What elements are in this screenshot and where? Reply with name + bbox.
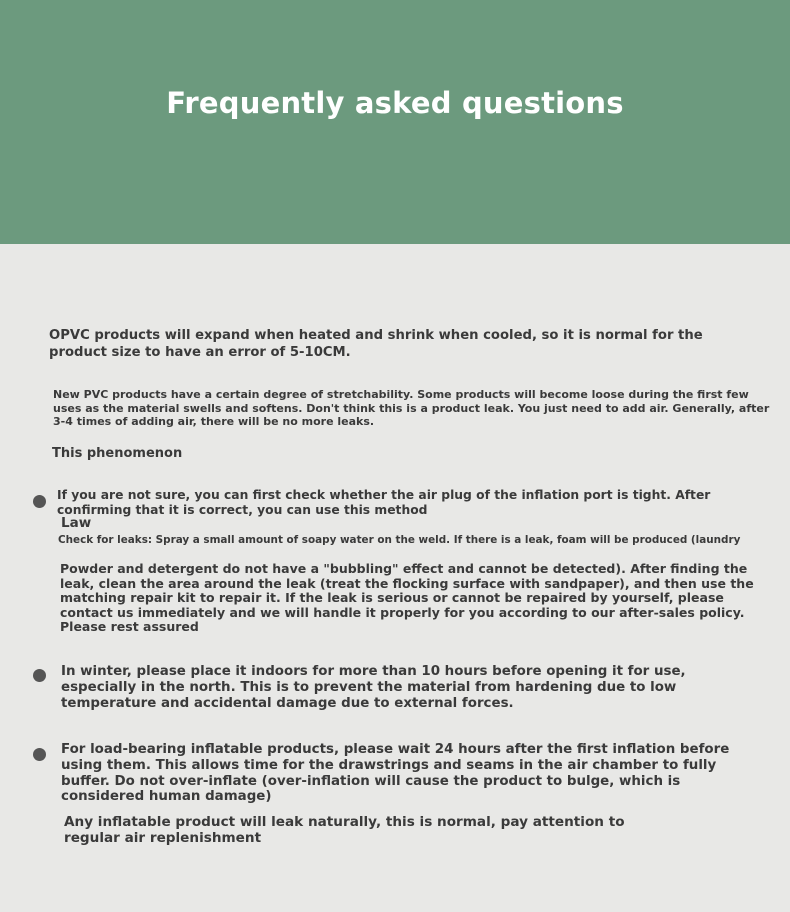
faq-paragraph-stretchability: New PVC products have a certain degree of stretchability. Some products will become loose during the first few uses as the material swells and softens. Don't think this is a product leak. You just need to add air. Generally, after 3-4 times of adding air, there will be no more leaks. xyxy=(53,388,770,428)
bullet-dot-icon xyxy=(33,748,46,761)
faq-content xyxy=(0,244,790,912)
page-title: Frequently asked questions xyxy=(166,86,624,120)
faq-paragraph-repair: Powder and detergent do not have a "bubbling" effect and cannot be detected). After finding the leak, clean the area around the leak (treat the flocking surface with sandpaper), and then use the matching repair kit to repair it. If the leak is serious or cannot be repaired by yourself, please contact us immediately and we will handle it properly for you according to our after-sales policy. Please rest assured xyxy=(60,561,754,635)
faq-paragraph-check-leaks: Check for leaks: Spray a small amount of soapy water on the weld. If there is a leak, foam will be produced (laundry xyxy=(58,534,741,546)
faq-paragraph-load-bearing: For load-bearing inflatable products, please wait 24 hours after the first inflation before using them. This allows time for the drawstrings and seams in the air chamber to fully buffer. Do not over-inflate (over-inflation will cause the product to bulge, which is considered human damage) xyxy=(61,742,730,805)
header-banner xyxy=(0,0,790,244)
bullet-dot-icon xyxy=(33,495,46,508)
faq-paragraph-law: Law xyxy=(61,515,92,531)
faq-paragraph-size-error: OPVC products will expand when heated and shrink when cooled, so it is normal for the product size to have an error of 5-10CM. xyxy=(49,328,703,360)
faq-paragraph-check-plug: If you are not sure, you can first check whether the air plug of the inflation port is tight. After confirming that it is correct, you can use this method xyxy=(57,488,711,517)
bullet-dot-icon xyxy=(33,669,46,682)
faq-paragraph-winter: In winter, please place it indoors for more than 10 hours before opening it for use, especially in the north. This is to prevent the material from hardening due to low temperature and accidental damage due to external forces. xyxy=(61,664,686,711)
faq-paragraph-phenomenon: This phenomenon xyxy=(52,446,183,461)
faq-paragraph-natural-leak: Any inflatable product will leak naturally, this is normal, pay attention to regular air replenishment xyxy=(64,814,625,846)
